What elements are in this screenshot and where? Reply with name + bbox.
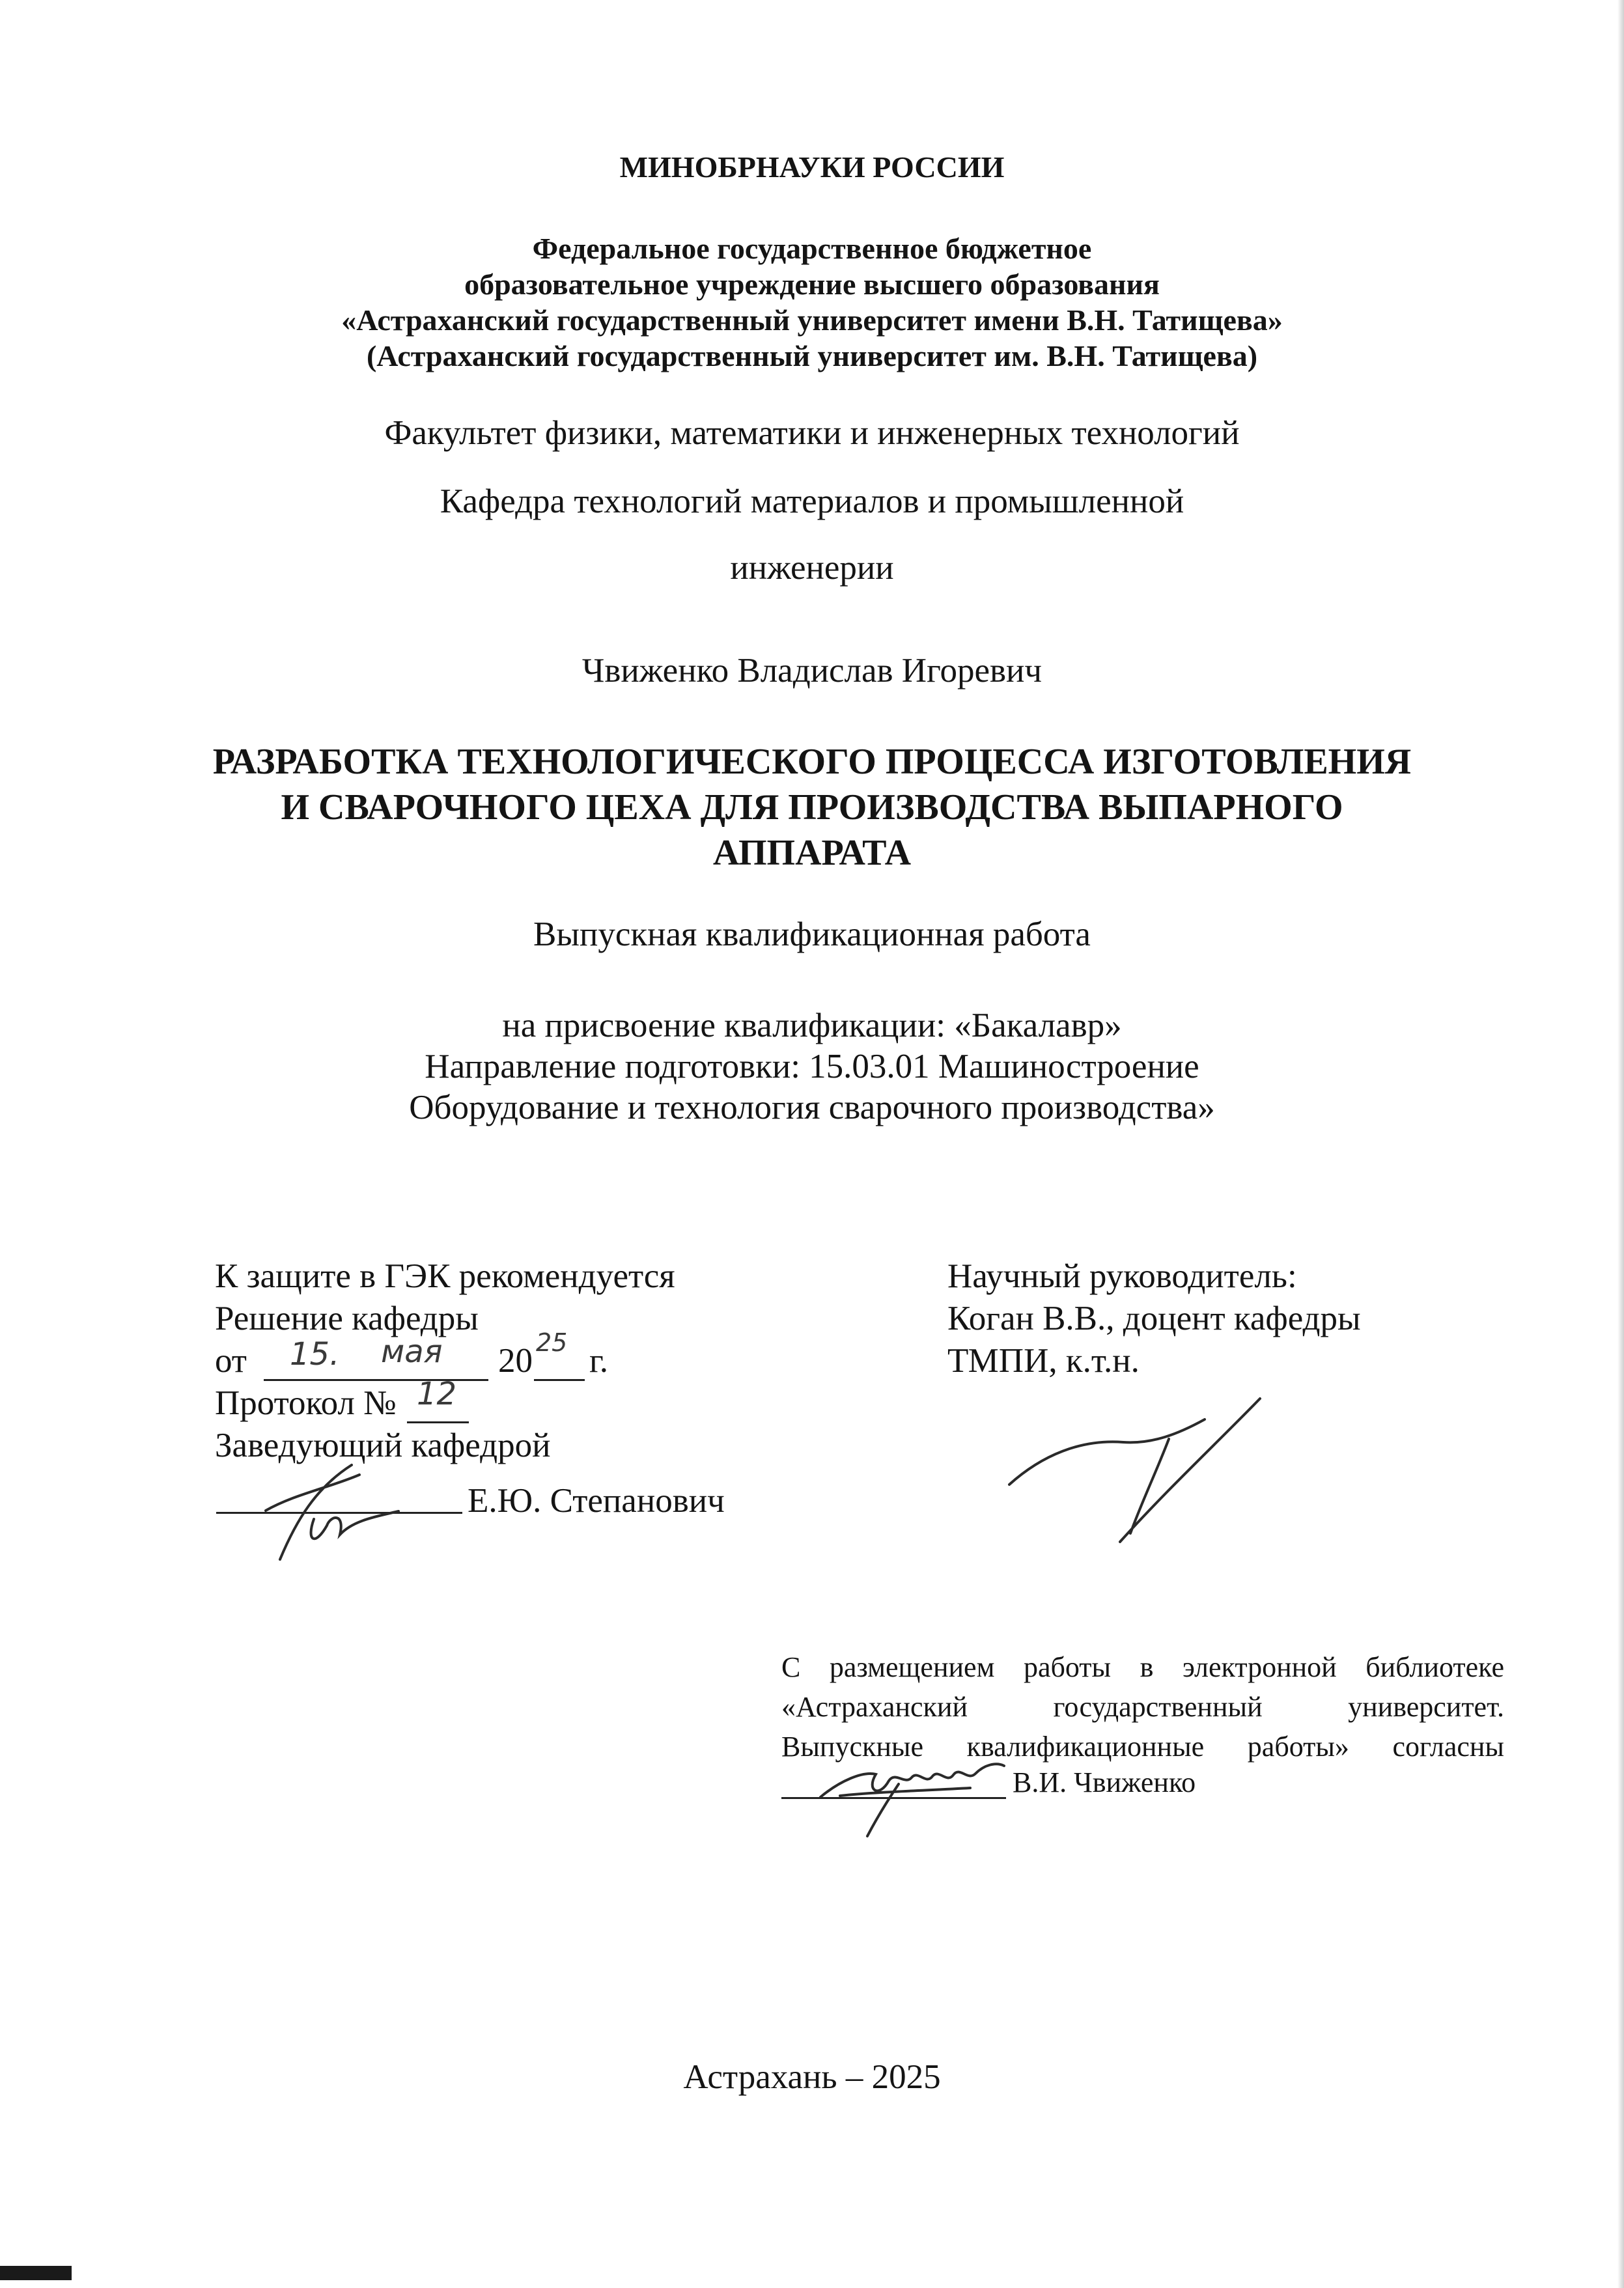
scan-corner-mark [0, 2266, 72, 2280]
thesis-title-line-2: И СВАРОЧНОГО ЦЕХА ДЛЯ ПРОИЗВОДСТВА ВЫПАРНОГО [281, 787, 1343, 828]
qualification-line-2: Направление подготовки: 15.03.01 Машиностроение [425, 1048, 1199, 1085]
qualification-line-1: на присвоение квалификации: «Бакалавр» [502, 1007, 1122, 1044]
institution-line-3: «Астраханский государственный университет имени В.Н. Татищева» [341, 303, 1283, 337]
defense-decision: Решение кафедры [215, 1300, 479, 1337]
department-line-2: инженерии [730, 549, 894, 587]
head-signature [254, 1449, 404, 1569]
handwritten-date-month: мая [381, 1333, 443, 1370]
city-year: Астрахань – 2025 [683, 2058, 941, 2096]
scan-edge-shadow [1617, 0, 1624, 2288]
year-unit: г. [589, 1342, 609, 1380]
student-name: В.И. Чвиженко [1013, 1766, 1196, 1798]
library-line-2: «Астраханский государственный университет. [781, 1691, 1504, 1723]
thesis-title-line-1: РАЗРАБОТКА ТЕХНОЛОГИЧЕСКОГО ПРОЦЕССА ИЗГОТОВЛЕНИЯ [212, 742, 1412, 782]
supervisor-name: Коган В.В., доцент кафедры [947, 1300, 1361, 1337]
department-line-1: Кафедра технологий материалов и промышленной [440, 482, 1184, 520]
institution-line-2: образовательное учреждение высшего образования [464, 268, 1160, 301]
thesis-title-line-3: АППАРАТА [712, 833, 912, 873]
author-name: Чвиженко Владислав Игоревич [581, 652, 1043, 690]
head-label: Заведующий кафедрой [215, 1427, 551, 1464]
defense-recommend: К защите в ГЭК рекомендуется [215, 1257, 675, 1295]
institution-line-1: Федеральное государственное бюджетное [532, 232, 1092, 265]
year-prefix: 20 [498, 1342, 533, 1380]
work-type: Выпускная квалификационная работа [533, 915, 1091, 953]
institution-line-4: (Астраханский государственный университет им. В.Н. Татищева) [366, 339, 1258, 372]
head-name: Е.Ю. Степанович [468, 1482, 725, 1520]
supervisor-dept: ТМПИ, к.т.н. [947, 1342, 1140, 1380]
library-line-1: С размещением работы в электронной библиотеке [781, 1651, 1504, 1683]
protocol-label: Протокол № [215, 1384, 397, 1422]
faculty-name: Факультет физики, математики и инженерных технологий [384, 414, 1240, 452]
defense-date-prefix: от [215, 1342, 247, 1380]
ministry-heading: МИНОБРНАУКИ РОССИИ [619, 150, 1005, 184]
year-underline [534, 1379, 585, 1381]
supervisor-label: Научный руководитель: [947, 1257, 1297, 1295]
student-signature [814, 1745, 1009, 1839]
handwritten-year-suffix: 25 [536, 1328, 568, 1357]
protocol-underline [407, 1421, 469, 1423]
handwritten-date-day: 15. [290, 1336, 340, 1373]
handwritten-protocol-number: 12 [417, 1376, 457, 1412]
qualification-line-3: Оборудование и технология сварочного производства» [409, 1089, 1215, 1126]
supervisor-signature [1003, 1393, 1276, 1550]
library-line-3: Выпускные квалификационные работы» согласны [781, 1731, 1504, 1763]
